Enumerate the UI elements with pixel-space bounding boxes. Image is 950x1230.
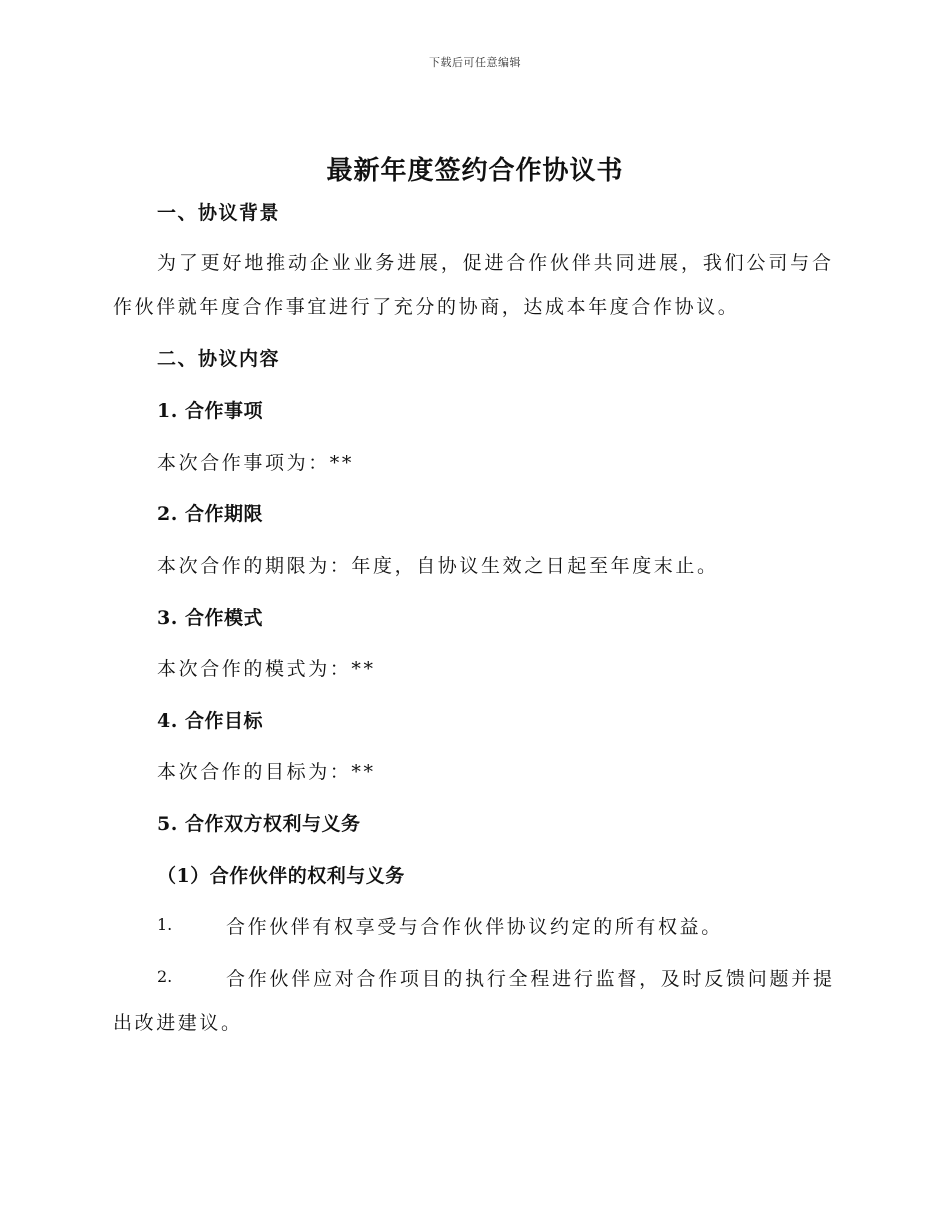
- list-item-text-continued: 出改进建议。: [113, 1012, 243, 1034]
- document-title: 最新年度签约合作协议书: [326, 156, 624, 186]
- background-paragraph-line-2: 作伙伴就年度合作事宜进行了充分的协商，达成本年度合作协议。: [113, 296, 740, 318]
- item-text-goal: 本次合作的目标为：**: [157, 761, 376, 783]
- list-item-text: 合作伙伴应对合作项目的执行全程进行监督，及时反馈问题并提: [226, 968, 832, 990]
- item-heading-mode: 3. 合作模式: [157, 607, 263, 629]
- page-header-note: 下载后可任意编辑: [429, 56, 521, 69]
- item-heading-term: 2. 合作期限: [157, 503, 263, 525]
- background-paragraph-line-1: 为了更好地推动企业业务进展，促进合作伙伴共同进展，我们公司与合: [157, 252, 831, 274]
- section-heading-background: 一、协议背景: [157, 202, 281, 224]
- list-number: 1.: [157, 915, 173, 934]
- list-item-text: 合作伙伴有权享受与合作伙伴协议约定的所有权益。: [226, 916, 723, 938]
- item-heading-matters: 1. 合作事项: [157, 400, 263, 422]
- item-text-matters: 本次合作事项为：**: [157, 452, 355, 474]
- section-heading-content: 二、协议内容: [157, 348, 281, 370]
- list-number: 2.: [157, 967, 173, 986]
- subsection-heading-partner: （1）合作伙伴的权利与义务: [157, 865, 405, 887]
- item-text-mode: 本次合作的模式为：**: [157, 658, 376, 680]
- item-heading-goal: 4. 合作目标: [157, 710, 263, 732]
- item-heading-rights: 5. 合作双方权利与义务: [157, 813, 361, 835]
- item-text-term: 本次合作的期限为：年度，自协议生效之日起至年度末止。: [157, 555, 719, 577]
